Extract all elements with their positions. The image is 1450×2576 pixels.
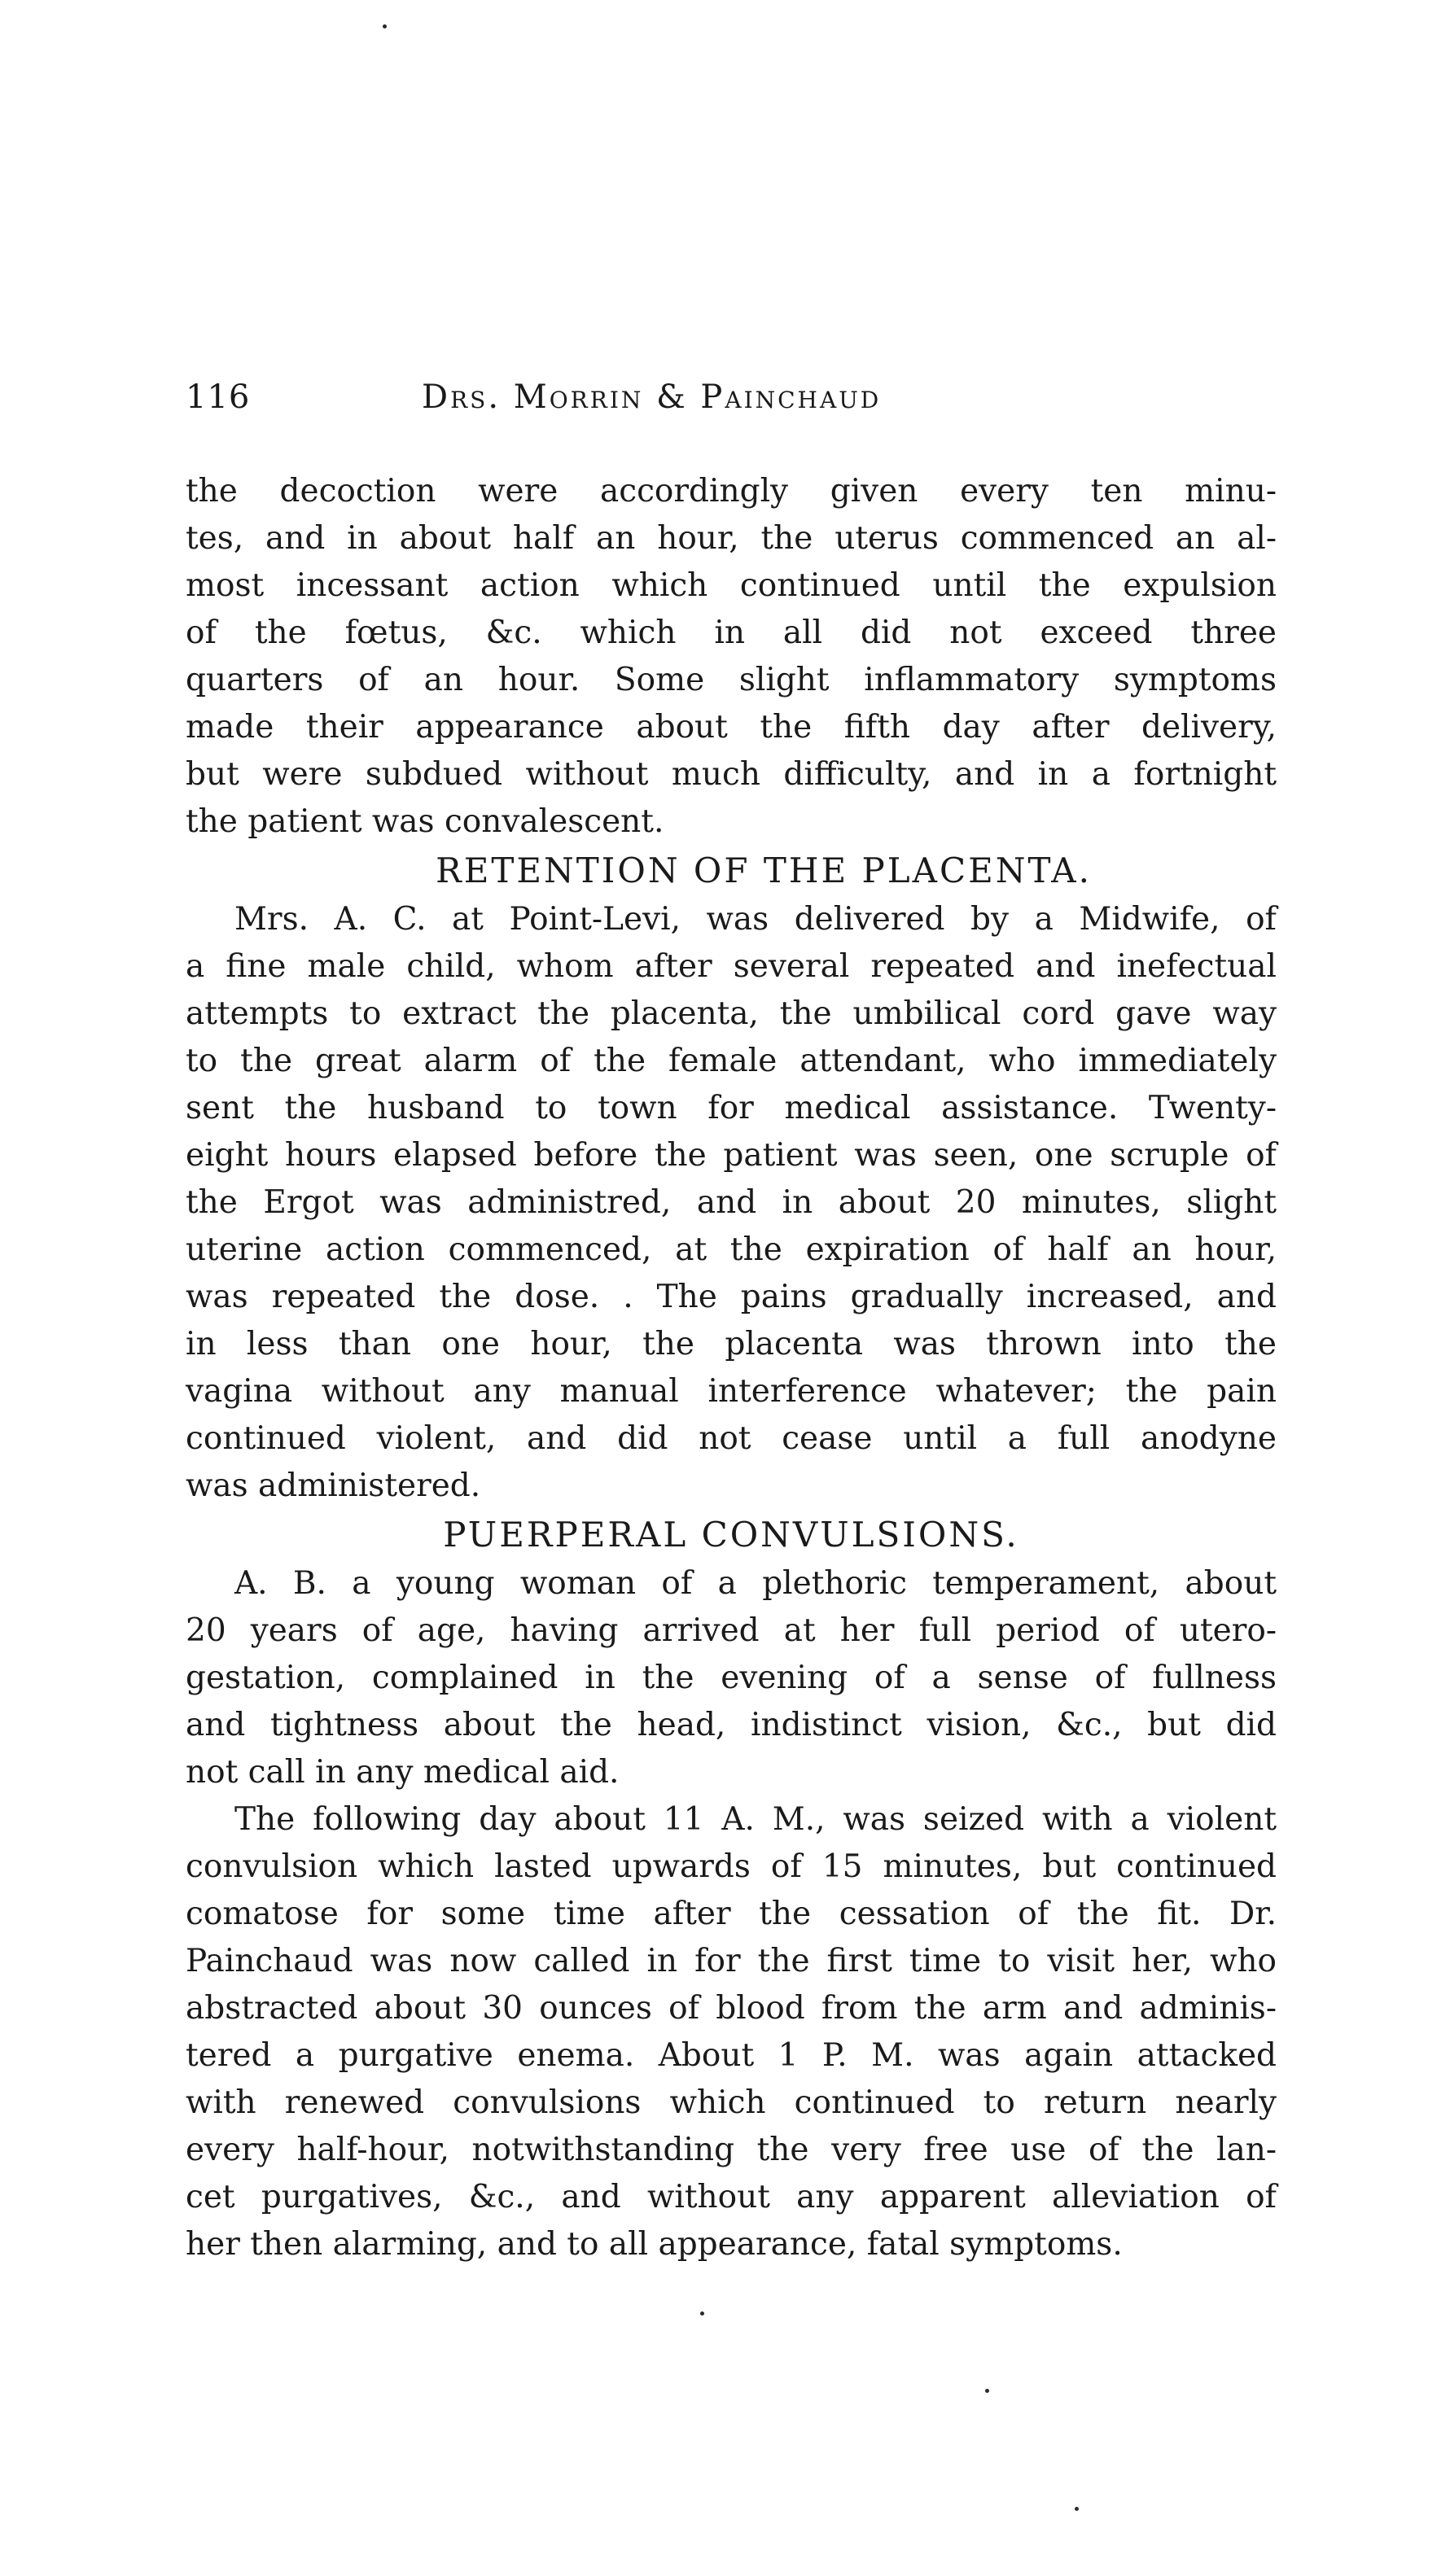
- text-line: tes, and in about half an hour, the uterus commenced an al-: [186, 520, 1277, 557]
- page-number: 116: [186, 378, 251, 416]
- section-heading-convulsions: PUERPERAL CONVULSIONS.: [443, 1515, 1019, 1555]
- text-line: and tightness about the head, indistinct vision, &c., but did: [186, 1707, 1277, 1743]
- text-line: of the fœtus, &c. which in all did not exceed three: [186, 614, 1277, 651]
- text-line: A. B. a young woman of a plethoric temperament, about: [234, 1565, 1277, 1602]
- text-line: not call in any medical aid.: [186, 1754, 620, 1791]
- paragraph-retention: [186, 896, 1277, 1510]
- text-line: continued violent, and did not cease until a full anodyne: [186, 1420, 1277, 1457]
- text-line: the patient was convalescent.: [186, 803, 664, 840]
- body-text: [186, 468, 1277, 2268]
- text-line: quarters of an hour. Some slight inflammatory symptoms: [186, 662, 1277, 698]
- text-line: sent the husband to town for medical assistance. Twenty-: [186, 1090, 1277, 1126]
- text-line: convulsion which lasted upwards of 15 minutes, but continued: [186, 1848, 1277, 1885]
- text-line: was repeated the dose. . The pains gradually increased, and: [186, 1279, 1277, 1315]
- text-line: in less than one hour, the placenta was thrown into the: [186, 1326, 1277, 1362]
- text-line: comatose for some time after the cessation of the fit. Dr.: [186, 1896, 1277, 1932]
- text-line: the Ergot was administred, and in about 20 minutes, slight: [186, 1184, 1277, 1221]
- text-line: to the great alarm of the female attendant, who immediately: [186, 1043, 1277, 1079]
- paragraph-continuation: [186, 468, 1277, 846]
- text-line: eight hours elapsed before the patient was seen, one scruple of: [186, 1137, 1277, 1174]
- text-line: attempts to extract the placenta, the umbilical cord gave way: [186, 995, 1277, 1032]
- text-line: made their appearance about the fifth day after delivery,: [186, 709, 1277, 746]
- text-line: Painchaud was now called in for the first time to visit her, who: [186, 1943, 1277, 1979]
- text-line: uterine action commenced, at the expiration of half an hour,: [186, 1231, 1277, 1268]
- section-heading-retention: RETENTION OF THE PLACENTA.: [436, 851, 1092, 890]
- text-line: a fine male child, whom after several repeated and inefectual: [186, 948, 1277, 985]
- text-line: every half-hour, notwithstanding the very free use of the lan-: [186, 2132, 1277, 2168]
- text-line: with renewed convulsions which continued to return nearly: [186, 2084, 1277, 2121]
- text-line: abstracted about 30 ounces of blood from the arm and adminis-: [186, 1990, 1277, 2027]
- text-line: Mrs. A. C. at Point-Levi, was delivered by a Midwife, of: [234, 901, 1277, 938]
- text-line: vagina without any manual interference whatever; the pain: [186, 1373, 1277, 1410]
- text-line: cet purgatives, &c., and without any apparent alleviation of: [186, 2179, 1277, 2215]
- text-line: her then alarming, and to all appearance, fatal symptoms.: [186, 2226, 1123, 2263]
- ink-speck: [985, 2389, 989, 2393]
- text-line: but were subdued without much difficulty, and in a fortnight: [186, 756, 1277, 793]
- text-line: the decoction were accordingly given every ten minu-: [186, 473, 1277, 510]
- text-line: tered a purgative enema. About 1 P. M. was again attacked: [186, 2037, 1277, 2074]
- ink-speck: [1075, 2507, 1079, 2511]
- text-line: The following day about 11 A. M., was seized with a violent: [234, 1801, 1277, 1838]
- paragraph-convulsions-2: [186, 1796, 1277, 2268]
- text-line: gestation, complained in the evening of a sense of fullness: [186, 1660, 1277, 1696]
- paragraph-convulsions-1: [186, 1560, 1277, 1796]
- text-line: most incessant action which continued until the expulsion: [186, 567, 1277, 604]
- text-line: was administered.: [186, 1467, 481, 1504]
- page-header: [186, 378, 1293, 435]
- running-head: Drs. Morrin & Painchaud: [422, 378, 882, 416]
- ink-speck: [700, 2311, 704, 2316]
- text-line: 20 years of age, having arrived at her full period of utero-: [186, 1612, 1277, 1649]
- ink-speck: [383, 24, 387, 28]
